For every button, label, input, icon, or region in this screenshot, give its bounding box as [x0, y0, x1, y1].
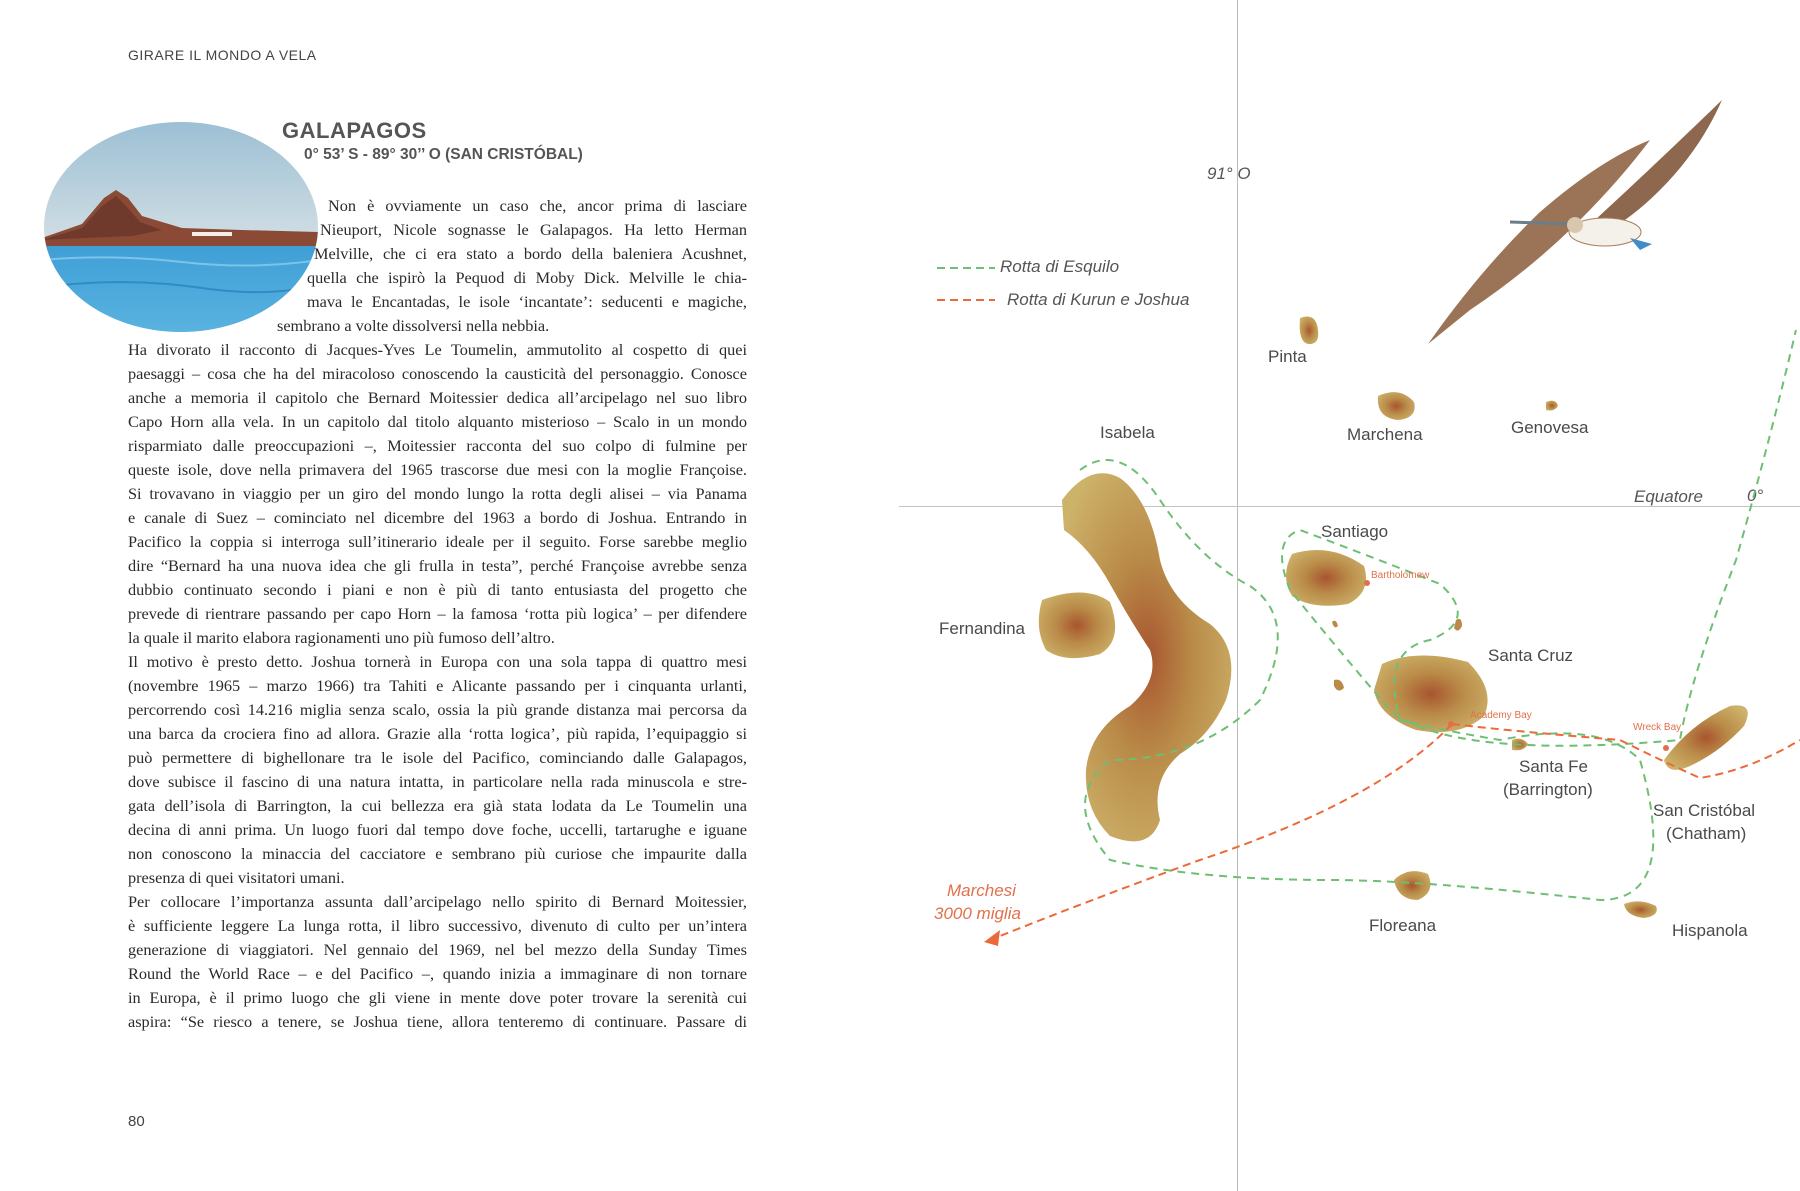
- equator-degree-label: 0°: [1747, 486, 1764, 505]
- body-line: Pacifico la coppia si interroga sull’itinerario ideale per il seguito. Forse sarebbe meglio: [128, 532, 747, 551]
- chatham-label: (Chatham): [1666, 824, 1747, 843]
- meridian-label: 91° O: [1207, 164, 1251, 183]
- santa-cruz-label: Santa Cruz: [1488, 646, 1574, 665]
- body-line: Ha divorato il racconto di Jacques-Yves Le Toumelin, ammutolito al cospetto di quei: [128, 340, 747, 359]
- body-line: Non è ovviamente un caso che, ancor prima di lasciare: [328, 196, 747, 215]
- san-cristobal-label: San Cristóbal: [1653, 801, 1756, 820]
- body-line: dubbio continuato secondo i piani e non è più di tanto entusiasta del progetto che: [128, 580, 747, 599]
- fernandina-label: Fernandina: [939, 619, 1026, 638]
- academy-bay-marker: [1448, 721, 1454, 727]
- body-line: Round the World Race – e del Pacifico –, quando inizia a immaginare di non tornare: [128, 964, 747, 983]
- equator-label: Equatore: [1634, 487, 1703, 506]
- wreck-bay-marker: [1663, 745, 1669, 751]
- body-line: percorrendo così 14.216 miglia senza scalo, ossia la più grande distanza mai percorsa da: [128, 700, 747, 719]
- isabela-label: Isabela: [1100, 423, 1155, 442]
- islet: [1454, 619, 1462, 631]
- genovesa-label: Genovesa: [1511, 418, 1589, 437]
- body-line: prevede di rientrare passando per capo Horn – la famosa ‘rotta più logica’ – per difendere: [128, 604, 747, 623]
- body-line: Si trovavano in viaggio per un giro del mondo lungo la rotta degli alisei – via Panama: [128, 484, 747, 503]
- body-line: la quale il marito elabora ragionamenti uno più fumoso dell’altro.: [128, 628, 555, 647]
- legend-kurun-label: Rotta di Kurun e Joshua: [1007, 290, 1190, 309]
- hispanola-label: Hispanola: [1672, 921, 1748, 940]
- body-line: e canale di Suez – cominciato nel dicembre del 1963 a bordo di Joshua. Entrando in: [128, 508, 747, 527]
- body-line: (novembre 1965 – marzo 1966) tra Tahiti e Alicante passando per i cinquanta urlanti,: [128, 676, 747, 695]
- floreana-label: Floreana: [1369, 916, 1437, 935]
- body-line: aspira: “Se riesco a tenere, se Joshua tiene, allora tenteremo di continuare. Passare di: [128, 1012, 747, 1031]
- direction-arrowhead: [984, 930, 1000, 946]
- body-line: decina di anni prima. Un luogo fuori dal tempo dove foche, uccelli, tartarughe e iguane: [128, 820, 747, 839]
- body-line: dire “Bernard ha una nuova idea che gli frulla in testa”, perché Françoise avrebbe senza: [128, 556, 747, 575]
- bartholomew-label: Bartholomew: [1371, 570, 1430, 581]
- barrington-label: (Barrington): [1503, 780, 1593, 799]
- body-line: Melville, che ci era stato a bordo della baleniera Acushnet,: [314, 244, 747, 263]
- body-line: presenza di quei visitatori umani.: [128, 868, 345, 887]
- santa-fe-label: Santa Fe: [1519, 757, 1588, 776]
- booby-bird-illustration: [1428, 100, 1722, 344]
- marchesi-label: Marchesi: [947, 881, 1016, 900]
- body-line: gata dell’isola di Barrington, la cui bellezza era già stata lodata da Le Toumelin una: [128, 796, 747, 815]
- body-line: Il motivo è presto detto. Joshua tornerà in Europa con una sola tappa di quattro mesi: [128, 652, 747, 671]
- legend-esquilo-label: Rotta di Esquilo: [1000, 257, 1120, 276]
- body-line: queste isole, dove nella primavera del 1965 trascorse due mesi con la moglie Françoise.: [128, 460, 747, 479]
- bartholomew-marker: [1364, 580, 1370, 586]
- isabela-island: [1062, 473, 1231, 841]
- marchena-island: [1378, 392, 1415, 420]
- miles-label: 3000 miglia: [934, 904, 1021, 923]
- marchena-label: Marchena: [1347, 425, 1423, 444]
- body-line: Nieuport, Nicole sognasse le Galapagos. Ha letto Herman: [320, 220, 747, 239]
- body-line: quella che ispirò la Pequod di Moby Dick. Melville le chia-: [307, 268, 747, 287]
- body-line: dove subisce il fascino di una natura intatta, in particolare nella rada minuscola e stre-: [128, 772, 747, 791]
- santiago-island: [1286, 550, 1366, 606]
- fernandina-island: [1039, 592, 1115, 658]
- genovesa-island: [1546, 401, 1558, 411]
- academy-bay-label: Academy Bay: [1470, 710, 1532, 721]
- floreana-island: [1394, 871, 1430, 900]
- body-line: Capo Horn alla vela. In un capitolo dal titolo alquanto misterioso – Scalo in un mondo: [128, 412, 747, 431]
- wreck-bay-label: Wreck Bay: [1633, 722, 1682, 733]
- body-line: è sufficiente leggere La lunga rotta, il libro successivo, divenuto di culto per un’intera: [128, 916, 747, 935]
- running-head: GIRARE IL MONDO A VELA: [128, 47, 317, 63]
- body-line: una barca da crociera fino ad allora. Grazie alla ‘rotta logica’, più rapida, l’equipaggio si: [128, 724, 747, 743]
- body-line: in Europa, è il primo luogo che gli viene in mente dove poter trovare la serenità cui: [128, 988, 747, 1007]
- body-line: Per collocare l’importanza assunta dall’arcipelago nello spirito di Bernard Moitessier,: [128, 892, 747, 911]
- body-line: non conoscono la minaccia del cacciatore e sembrano più curiose che impaurite dalla: [128, 844, 747, 863]
- body-line: anche a memoria il capitolo che Bernard Moitessier dedica all’arcipelago nel suo libro: [128, 388, 747, 407]
- san-cristobal-island: [1664, 705, 1748, 769]
- chapter-title: GALAPAGOS: [282, 118, 427, 143]
- islet: [1332, 621, 1338, 628]
- chapter-coordinates: 0° 53’ S - 89° 30’’ O (SAN CRISTÓBAL): [304, 146, 583, 163]
- body-line: mava le Encantadas, le isole ‘incantate’: seducenti e magiche,: [307, 292, 747, 311]
- islet: [1334, 680, 1344, 691]
- pinta-island: [1300, 317, 1319, 345]
- pinta-label: Pinta: [1268, 347, 1307, 366]
- santiago-label: Santiago: [1321, 522, 1389, 541]
- page-number: 80: [128, 1113, 145, 1130]
- body-line: paesaggi – cosa che ha del miracoloso conoscendo la causticità del personaggio. Conosce: [128, 364, 747, 383]
- body-line: sembrano a volte dissolversi nella nebbia.: [277, 316, 550, 335]
- body-line: può permettere di bighellonare tra le isole del Pacifico, cominciando dalle Galapagos,: [128, 748, 747, 767]
- body-line: risparmiato dalle preoccupazioni –, Moitessier racconta del suo colpo di fulmine per: [128, 436, 747, 455]
- body-line: generazione di viaggiatori. Nel gennaio del 1969, nel bel mezzo della Sunday Times: [128, 940, 747, 959]
- hispanola-island: [1624, 901, 1657, 918]
